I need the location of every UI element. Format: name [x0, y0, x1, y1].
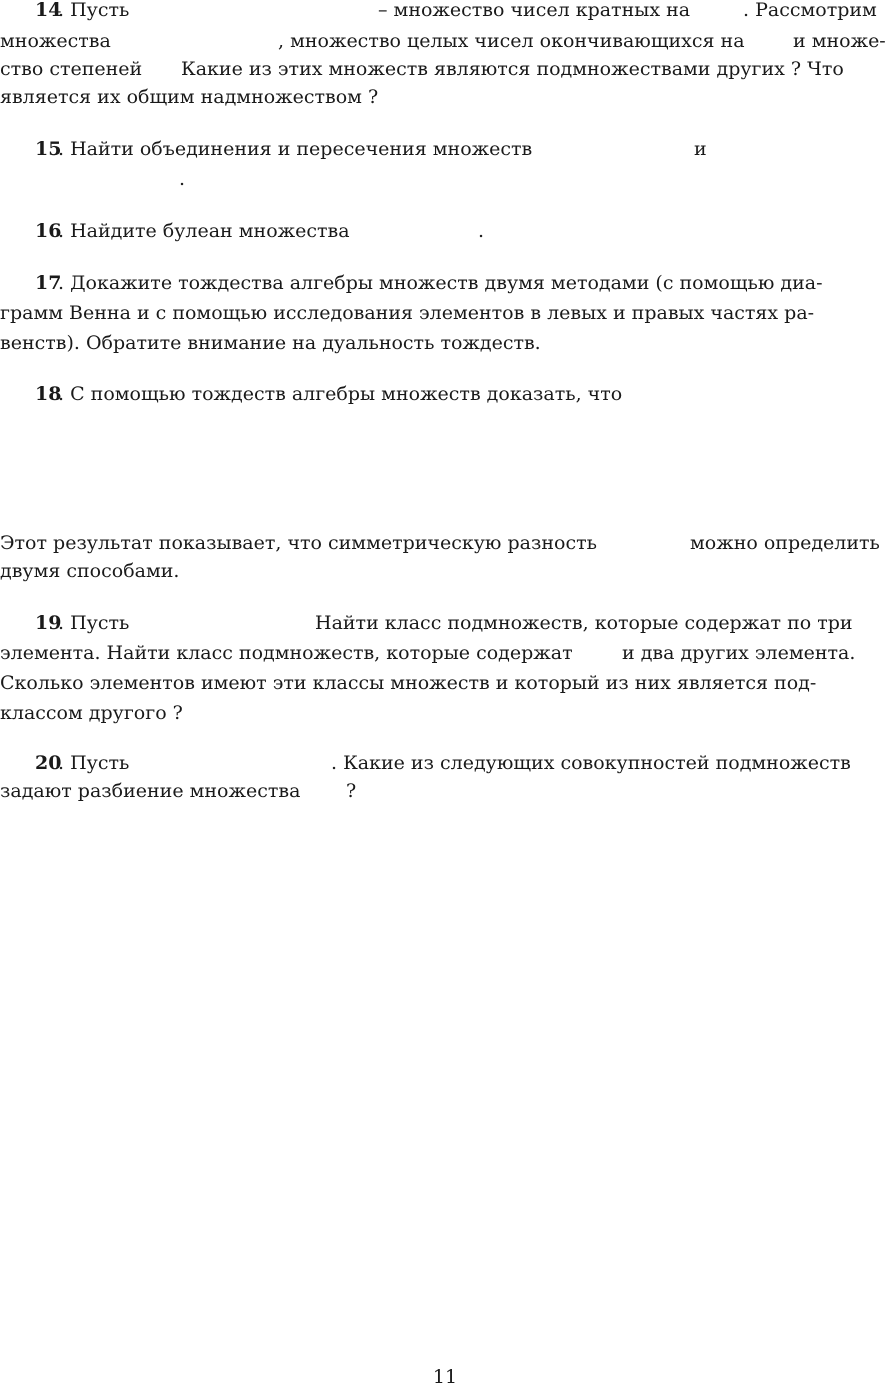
problem-15-text: и	[694, 138, 707, 160]
problem-15-line-2	[0, 166, 186, 192]
problem-15-number: 15	[35, 138, 62, 160]
problem-19-line-1	[0, 610, 853, 636]
problem-18-line-1	[0, 381, 623, 407]
problem-19-line-3	[0, 670, 817, 696]
problem-20-text: ?	[346, 780, 357, 802]
problem-14-text: ство степеней	[0, 58, 143, 80]
problem-20-line-1	[0, 750, 851, 776]
problem-18-text: Этот результат показывает, что симметрическую разность	[0, 532, 597, 554]
problem-17-number: 17	[35, 272, 62, 294]
problem-18-line-2	[0, 530, 880, 556]
problem-18-text: двумя способами.	[0, 560, 180, 582]
problem-18-number: 18	[35, 383, 62, 405]
problem-14-text: множества	[0, 30, 111, 52]
problem-14-text: и множе-	[793, 30, 886, 52]
problem-16-number: 16	[35, 220, 62, 242]
problem-14-number: 14	[35, 0, 62, 21]
problem-14-text: . Рассмотрим	[743, 0, 877, 21]
problem-19-text: Сколько элементов имеют эти классы множеств и который из них является под-	[0, 672, 817, 694]
problem-15-text: . Найти объединения и пересечения множеств	[58, 138, 533, 160]
problem-20-number: 20	[35, 752, 62, 774]
problem-20-text: . Пусть	[58, 752, 130, 774]
problem-14-text: , множество целых чисел окончивающихся на	[278, 30, 745, 52]
problem-14-line-1	[0, 0, 877, 23]
problem-15-text: .	[179, 168, 186, 190]
problem-20-text: . Какие из следующих совокупностей подмножеств	[331, 752, 851, 774]
problem-14-text: Какие из этих множеств являются подмножествами других ? Что	[181, 58, 844, 80]
problem-15-line-1	[0, 136, 707, 162]
problem-20-text: задают разбиение множества	[0, 780, 301, 802]
problem-17-line-1	[0, 270, 823, 296]
problem-20-line-2	[0, 778, 357, 804]
problem-19-line-2	[0, 640, 856, 666]
problem-14-line-3	[0, 56, 844, 82]
problem-14-text: – множество чисел кратных на	[378, 0, 691, 21]
problem-14-line-2	[0, 28, 886, 54]
problem-16-text: .	[478, 220, 485, 242]
problem-16-line-1	[0, 218, 485, 244]
problem-14-text: . Пусть	[58, 0, 130, 21]
problem-18-text: можно определить	[690, 532, 880, 554]
problem-17-text: грамм Венна и с помощью исследования элементов в левых и правых частях ра-	[0, 302, 815, 324]
problem-17-text: венств). Обратите внимание на дуальность тождеств.	[0, 332, 541, 354]
page-number: 11	[432, 1366, 458, 1388]
problem-19-text: элемента. Найти класс подмножеств, которые содержат	[0, 642, 573, 664]
problem-14-text: является их общим надмножеством ?	[0, 86, 379, 108]
problem-19-number: 19	[35, 612, 62, 634]
problem-17-line-2	[0, 300, 815, 326]
problem-19-text: . Пусть	[58, 612, 130, 634]
problem-17-text: . Докажите тождества алгебры множеств двумя методами (с помощью диа-	[58, 272, 823, 294]
problem-19-text: и два других элемента.	[622, 642, 856, 664]
problem-18-line-3	[0, 558, 180, 584]
problem-17-line-3	[0, 330, 541, 356]
problem-19-line-4	[0, 700, 183, 726]
problem-19-text: классом другого ?	[0, 702, 183, 724]
problem-16-text: . Найдите булеан множества	[58, 220, 350, 242]
problem-19-text: Найти класс подмножеств, которые содержат по три	[315, 612, 853, 634]
problem-14-line-4	[0, 84, 379, 110]
problem-18-text: . С помощью тождеств алгебры множеств доказать, что	[58, 383, 623, 405]
